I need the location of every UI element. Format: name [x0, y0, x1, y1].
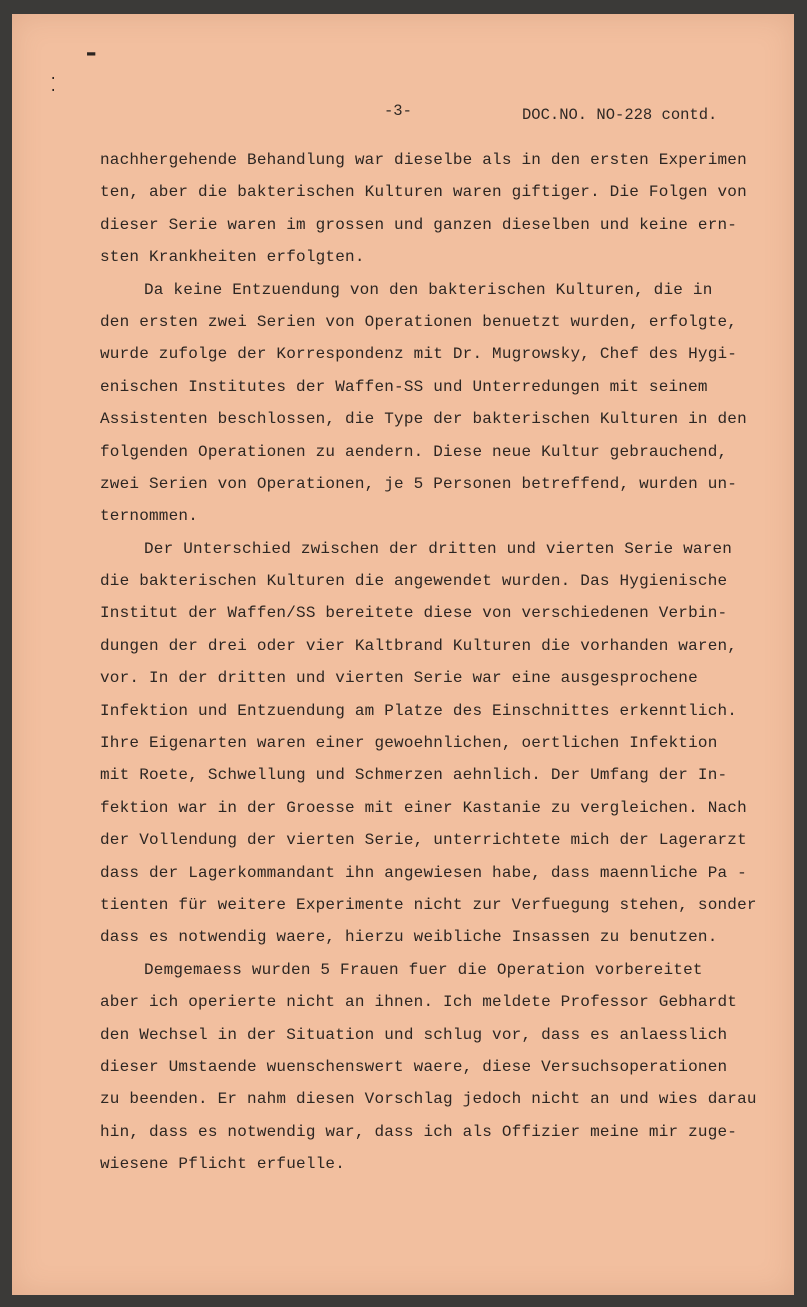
- document-page: [12, 14, 794, 1295]
- text-line: Ihre Eigenarten waren einer gewoehnlichen, oertlichen Infektion: [100, 734, 718, 753]
- text-line: dass es notwendig waere, hierzu weibliche Insassen zu benutzen.: [100, 928, 718, 947]
- paragraph-3: [100, 533, 760, 954]
- text-line: wurde zufolge der Korrespondenz mit Dr. Mugrowsky, Chef des Hygi-: [100, 345, 738, 364]
- text-line: der Vollendung der vierten Serie, unterrichtete mich der Lagerarzt: [100, 831, 747, 850]
- paragraph-4: [100, 954, 760, 1181]
- text-line: dieser Serie waren im grossen und ganzen dieselben und keine ern-: [100, 215, 738, 234]
- text-line: Institut der Waffen/SS bereitete diese von verschiedenen Verbin-: [100, 604, 728, 623]
- text-line: nachhergehende Behandlung war dieselbe als in den ersten Experimen: [100, 151, 747, 169]
- text-line: Der Unterschied zwischen der dritten und vierten Serie waren: [144, 539, 733, 558]
- text-line: Demgemaess wurden 5 Frauen fuer die Operation vorbereitet: [144, 960, 703, 979]
- text-line: dungen der drei oder vier Kaltbrand Kulturen die vorhanden waren,: [100, 636, 738, 655]
- text-line: enischen Institutes der Waffen-SS und Unterredungen mit seinem: [100, 377, 708, 396]
- text-line: ternommen.: [100, 507, 199, 526]
- text-line: zu beenden. Er nahm diesen Vorschlag jedoch nicht an und wies darau: [100, 1090, 757, 1109]
- text-line: wiesene Pflicht erfuelle.: [100, 1155, 346, 1174]
- text-line: dass der Lagerkommandant ihn angewiesen habe, dass maennliche Pa -: [100, 863, 747, 882]
- text-line: dieser Umstaende wuenschenswert waere, diese Versuchsoperationen: [100, 1057, 728, 1076]
- text-line: vor. In der dritten und vierten Serie war eine ausgesprochene: [100, 669, 698, 688]
- text-line: mit Roete, Schwellung und Schmerzen aehnlich. Der Umfang der In-: [100, 766, 728, 785]
- paragraph-1: [100, 144, 760, 274]
- text-line: fektion war in der Groesse mit einer Kastanie zu vergleichen. Nach: [100, 798, 747, 817]
- text-line: folgenden Operationen zu aendern. Diese neue Kultur gebrauchend,: [100, 442, 728, 461]
- document-reference: DOC.NO. NO-228 contd.: [522, 106, 718, 124]
- text-line: zwei Serien von Operationen, je 5 Personen betreffend, wurden un-: [100, 474, 738, 493]
- text-line: die bakterischen Kulturen die angewendet wurden. Das Hygienische: [100, 572, 728, 591]
- text-line: hin, dass es notwendig war, dass ich als Offizier meine mir zuge-: [100, 1122, 738, 1141]
- text-line: Assistenten beschlossen, die Type der bakterischen Kulturen in den: [100, 410, 747, 429]
- text-line: aber ich operierte nicht an ihnen. Ich meldete Professor Gebhardt: [100, 993, 738, 1012]
- text-line: sten Krankheiten erfolgten.: [100, 248, 365, 267]
- stray-mark: ·: [49, 83, 58, 99]
- body-text: [100, 144, 760, 1181]
- text-line: den ersten zwei Serien von Operationen benuetzt wurden, erfolgte,: [100, 312, 738, 331]
- text-line: Da keine Entzuendung von den bakterischen Kulturen, die in: [144, 280, 713, 299]
- page-header: [12, 102, 794, 126]
- text-line: ten, aber die bakterischen Kulturen waren giftiger. Die Folgen von: [100, 183, 747, 202]
- page-number: -3-: [384, 102, 412, 120]
- paragraph-2: [100, 274, 760, 533]
- stray-mark: ·: [49, 71, 58, 87]
- stray-mark: ▬: [87, 45, 96, 61]
- text-line: den Wechsel in der Situation und schlug vor, dass es anlaesslich: [100, 1025, 728, 1044]
- text-line: Infektion und Entzuendung am Platze des Einschnittes erkenntlich.: [100, 701, 738, 720]
- text-line: tienten für weitere Experimente nicht zur Verfuegung stehen, sonder: [100, 895, 757, 914]
